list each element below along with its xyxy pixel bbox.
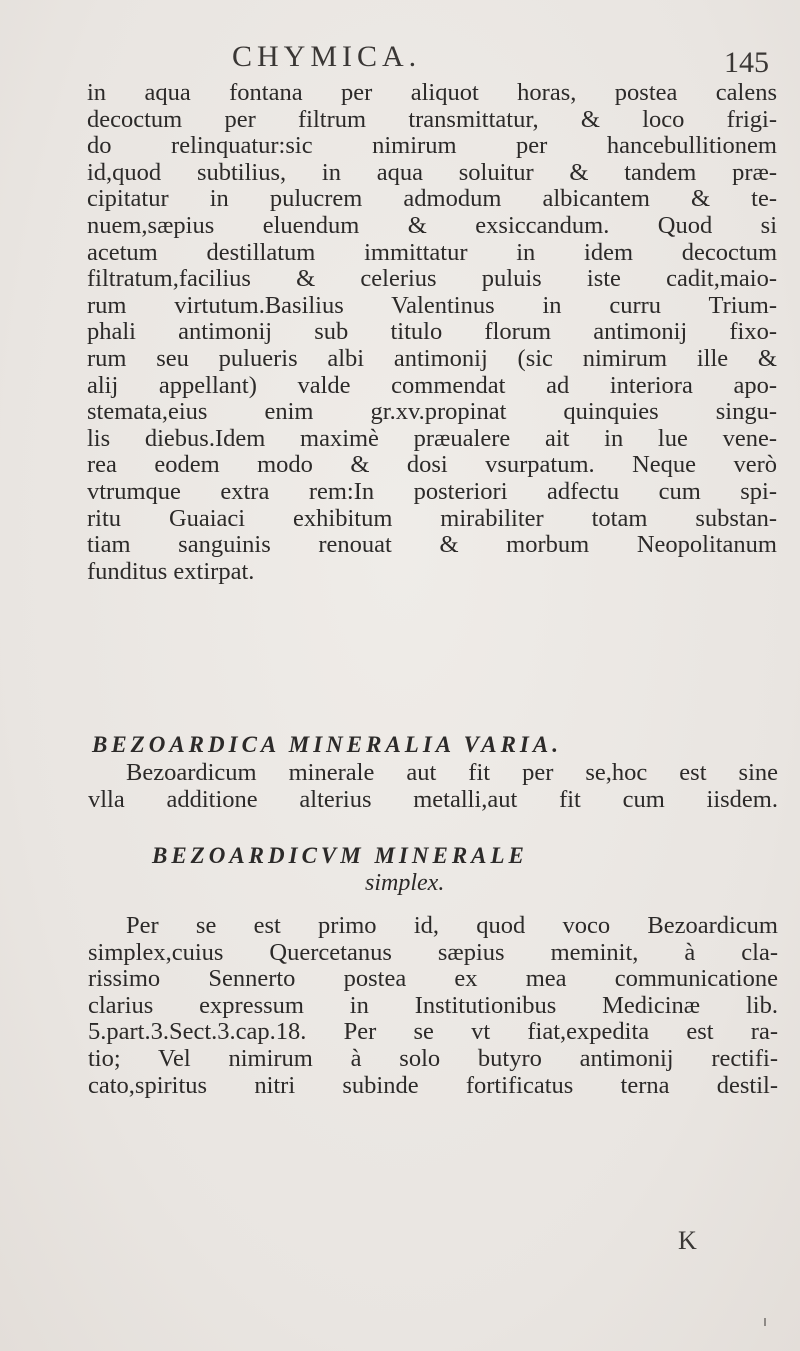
text-line: phali antimonij sub titulo florum antimonij fixo- <box>87 318 777 346</box>
text-line: decoctum per filtrum transmittatur, & loco frigi- <box>87 105 777 133</box>
text-line: stemata,eius enim gr.xv.propinat quinquies singu- <box>87 398 777 426</box>
catchword: K <box>678 1226 697 1255</box>
section-heading: BEZOARDICVM MINERALE <box>152 843 528 868</box>
text-line: 5.part.3.Sect.3.cap.18. Per se vt fiat,expedita est ra- <box>88 1018 778 1046</box>
text-line: rum seu pulueris albi antimonij (sic nimirum ille & <box>87 344 777 372</box>
text-line: rum virtutum.Basilius Valentinus in curru Trium- <box>87 291 777 319</box>
text-line: rea eodem modo & dosi vsurpatum. Neque verò <box>87 451 777 479</box>
text-line: vtrumque extra rem:In posteriori adfectu cum spi- <box>87 477 777 505</box>
text-line: id,quod subtilius, in aqua soluitur & tandem præ- <box>87 158 777 186</box>
section2-body <box>88 913 778 1099</box>
page-number: 145 <box>724 46 769 79</box>
text-line: lis diebus.Idem maximè præualere ait in lue vene- <box>87 424 777 452</box>
running-head: CHYMICA. <box>232 40 422 73</box>
text-line: acetum destillatum immittatur in idem decoctum <box>87 238 777 266</box>
text-line: funditus extirpat. <box>87 557 255 585</box>
text-line: clarius expressum in Institutionibus Medicinæ lib. <box>88 991 778 1019</box>
text-line: Per se est primo id, quod voco Bezoardicum <box>126 912 778 939</box>
text-line: tiam sanguinis renouat & morbum Neopolitanum <box>87 531 777 559</box>
text-line: rissimo Sennerto postea ex mea communicatione <box>88 965 778 993</box>
text-line: tio; Vel nimirum à solo butyro antimonij rectifi- <box>88 1044 778 1072</box>
text-line: vlla additione alterius metalli,aut fit cum iisdem. <box>88 785 778 813</box>
section-subheading: simplex. <box>365 870 445 896</box>
section1-body <box>88 760 778 813</box>
text-line: ritu Guaiaci exhibitum mirabiliter totam substan- <box>87 504 777 532</box>
text-line: simplex,cuius Quercetanus sæpius meminit, à cla- <box>88 938 778 966</box>
text-line: do relinquatur:sic nimirum per hancebullitionem <box>87 132 777 160</box>
text-line: filtratum,facilius & celerius puluis iste cadit,maio- <box>87 265 777 293</box>
text-line: nuem,sæpius eluendum & exsiccandum. Quod si <box>87 211 777 239</box>
text-line: cipitatur in pulucrem admodum albicantem & te- <box>87 185 777 213</box>
text-line: in aqua fontana per aliquot horas, postea calens <box>87 79 777 106</box>
text-line: Bezoardicum minerale aut fit per se,hoc est sine <box>126 759 778 786</box>
text-line: cato,spiritus nitri subinde fortificatus terna destil- <box>88 1071 778 1099</box>
ink-speck <box>764 1318 766 1326</box>
paragraph-main <box>87 80 777 585</box>
text-line: alij appellant) valde commendat ad interiora apo- <box>87 371 777 399</box>
section-heading: BEZOARDICA MINERALIA VARIA. <box>92 732 562 757</box>
